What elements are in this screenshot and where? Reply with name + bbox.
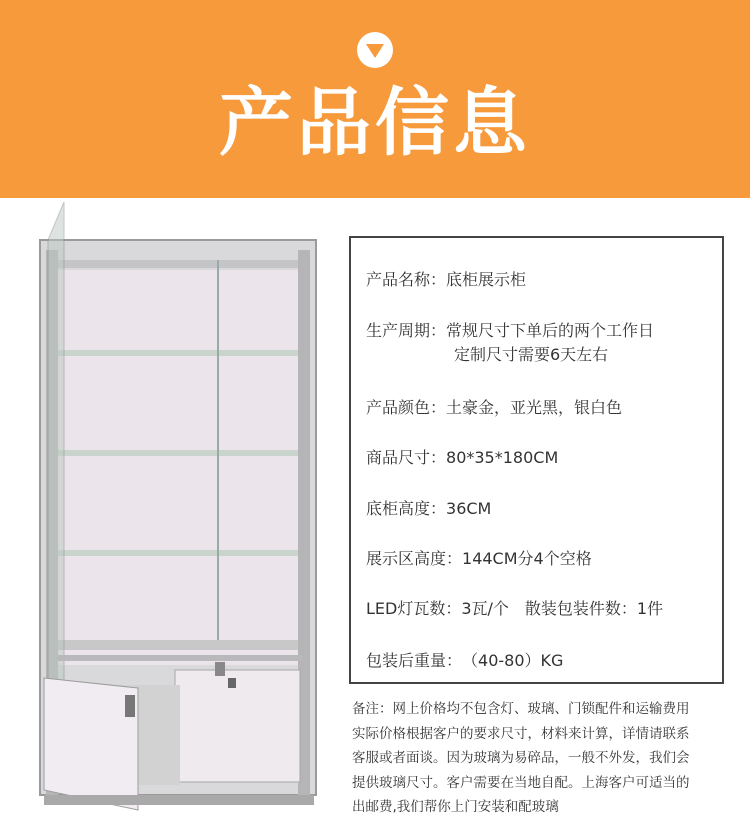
package-weight-value: （40-80）KG (462, 651, 564, 670)
product-size-value: 80*35*180CM (446, 448, 559, 467)
info-row-led (366, 597, 663, 621)
remark-line: 提供玻璃尺寸。客户需要在当地自配。上海客户可适当的 (352, 774, 690, 791)
info-row-name: 产品名称：底柜展示柜 (366, 270, 527, 289)
info-row-base-height: 底柜高度：36CM (366, 499, 492, 518)
remark-line: 实际价格根据客户的要求尺寸，材料来计算，详情请联系 (352, 725, 690, 742)
production-cycle-value-2: 定制尺寸需要6天左右 (454, 345, 609, 364)
info-row-display-height: 展示区高度：144CM分4个空格 (366, 549, 592, 568)
down-triangle-circle-icon (355, 30, 395, 70)
led-and-package-text: LED灯瓦数：3瓦/个 散装包装件数：1件 (366, 599, 664, 618)
base-height-value: 36CM (446, 499, 492, 518)
info-row-size: 商品尺寸：80*35*180CM (366, 448, 559, 467)
product-name-value: 底柜展示柜 (446, 270, 527, 289)
remarks (352, 697, 744, 820)
glass-display-cabinet (30, 200, 330, 815)
remark-line: 备注：网上价格均不包含灯、玻璃、门锁配件和运输费用 (352, 701, 690, 717)
header-banner (0, 0, 750, 198)
info-row-color: 产品颜色：土豪金，亚光黑，银白色 (366, 398, 623, 417)
display-height-value: 144CM分4个空格 (462, 549, 592, 568)
info-row-cycle: 生产周期：常规尺寸下单后的两个工作日 定制尺寸需要6天左右 (366, 319, 654, 367)
info-row-weight: 包装后重量：（40-80）KG (366, 651, 564, 670)
remark-line: 出邮费,我们帮你上门安装和配玻璃 (352, 799, 559, 815)
page-title: 产品信息 (219, 80, 531, 166)
product-color-value: 土豪金，亚光黑，银白色 (446, 398, 623, 417)
production-cycle-value-1: 常规尺寸下单后的两个工作日 (446, 321, 655, 340)
remark-line: 客服或者面谈。因为玻璃为易碎品，一般不外发，我们会 (352, 750, 690, 766)
